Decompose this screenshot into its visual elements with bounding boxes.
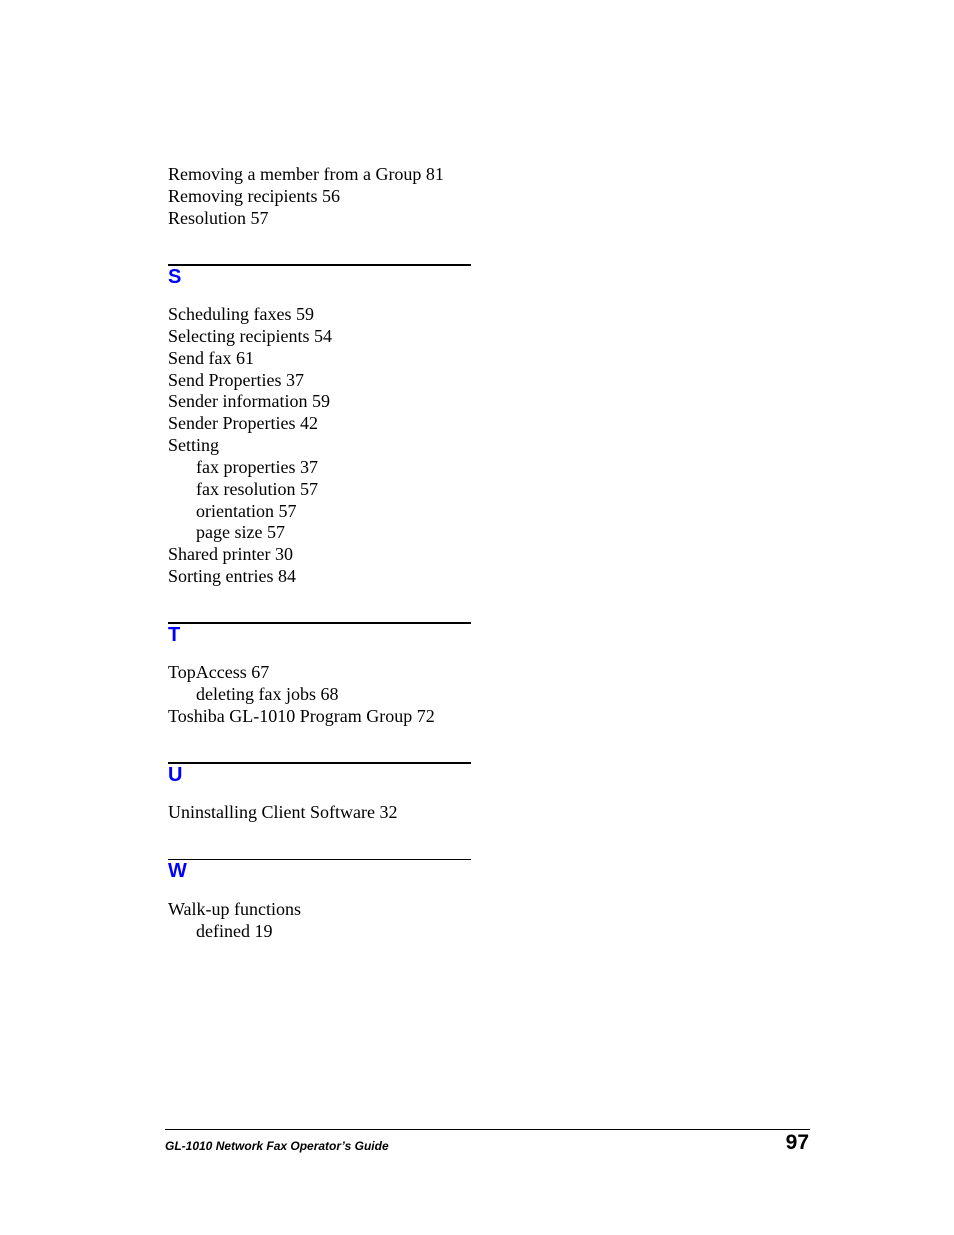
index-entry: Sender information 59 [168, 391, 330, 411]
index-subentry: orientation 57 [196, 501, 297, 521]
index-entry: Removing recipients 56 [168, 186, 340, 206]
index-subentry: fax resolution 57 [196, 479, 318, 499]
section-heading-s: S [168, 266, 182, 288]
footer-guide-title: GL-1010 Network Fax Operator’s Guide [165, 1139, 389, 1153]
index-entry: Toshiba GL-1010 Program Group 72 [168, 706, 435, 726]
section-divider [168, 264, 471, 266]
index-entry: Scheduling faxes 59 [168, 304, 314, 324]
index-entry: Walk-up functions [168, 899, 302, 919]
index-entry: Send fax 61 [168, 348, 254, 368]
index-entry: Sender Properties 42 [168, 413, 318, 433]
index-subentry: fax properties 37 [196, 457, 318, 477]
page-number: 97 [785, 1131, 809, 1154]
index-subentry: page size 57 [196, 522, 285, 542]
index-entry: Send Properties 37 [168, 370, 304, 390]
index-entry: Shared printer 30 [168, 544, 293, 564]
section-heading-w: W [168, 860, 187, 882]
index-entry: Sorting entries 84 [168, 566, 296, 586]
index-entry: Setting [168, 435, 220, 455]
section-divider [168, 762, 471, 764]
footer-divider [165, 1129, 810, 1130]
index-entry: Resolution 57 [168, 208, 269, 228]
index-subentry: deleting fax jobs 68 [196, 684, 339, 704]
section-divider [168, 859, 471, 860]
index-entry: TopAccess 67 [168, 662, 270, 682]
section-heading-u: U [168, 764, 183, 786]
section-divider [168, 622, 471, 624]
index-entry: Uninstalling Client Software 32 [168, 802, 398, 822]
index-subentry: defined 19 [196, 921, 273, 941]
index-entry: Selecting recipients 54 [168, 326, 332, 346]
index-entry: Removing a member from a Group 81 [168, 164, 444, 184]
section-heading-t: T [168, 624, 181, 646]
